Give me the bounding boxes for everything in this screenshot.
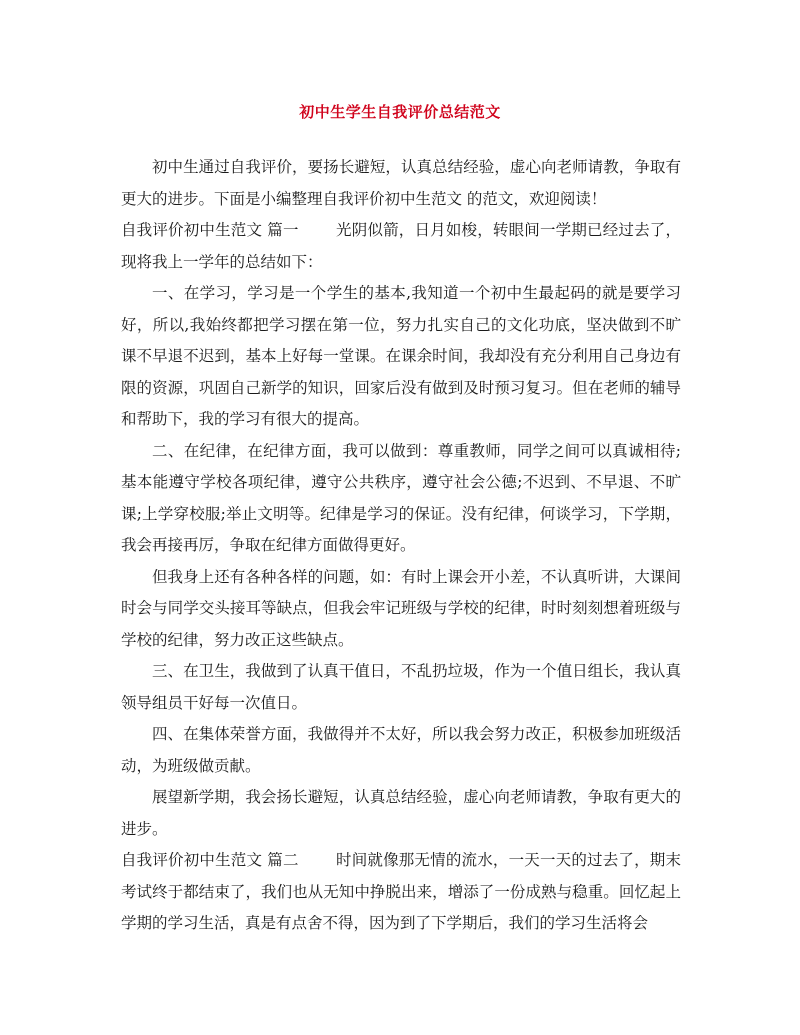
section-two-heading: 自我评价初中生范文 篇二 <box>121 851 299 869</box>
intro-paragraph: 初中生通过自我评价，要扬长避短，认真总结经验，虚心向老师请教，争取有更大的进步。下面是小编整理自我评价初中生范文 的范文，欢迎阅读！ <box>121 158 681 208</box>
problems-paragraph: 但我身上还有各种各样的问题，如：有时上课会开小差，不认真听讲，大课间时会与同学交头接耳等缺点，但我会牢记班级与学校的纪律，时时刻刻想着班级与学校的纪律，努力改正这些缺点。 <box>121 567 681 649</box>
section-one-heading: 自我评价初中生范文 篇一 <box>121 221 299 239</box>
hygiene-paragraph: 三、在卫生，我做到了认真干值日，不乱扔垃圾，作为一个值日组长，我认真领导组员干好每一次值日。 <box>121 662 681 712</box>
document-title: 初中生学生自我评价总结范文 <box>299 103 501 121</box>
discipline-paragraph: 二、在纪律，在纪律方面，我可以做到：尊重教师，同学之间可以真诚相待;基本能遵守学校各项纪律，遵守公共秩序，遵守社会公德;不迟到、不早退、不旷课;上学穿校服;举止文明等。纪律是学习的保证。没有纪律，何谈学习，下学期，我会再接再厉，争取在纪律方面做得更好。 <box>121 441 681 554</box>
section-one-opening: 光阴似箭，日月如梭，转眼间一学期已经过去了，现将我上一学年的总结如下： <box>121 221 681 271</box>
document-body <box>121 152 681 940</box>
section-one-paragraph <box>121 215 681 278</box>
outlook-paragraph: 展望新学期，我会扬长避短，认真总结经验，虚心向老师请教，争取有更大的进步。 <box>121 788 681 838</box>
collective-honor-paragraph: 四、在集体荣誉方面，我做得并不太好，所以我会努力改正，积极参加班级活动，为班级做贡献。 <box>121 725 681 775</box>
study-paragraph: 一、在学习，学习是一个学生的基本,我知道一个初中生最起码的就是要学习好，所以,我始终都把学习摆在第一位，努力扎实自己的文化功底，坚决做到不旷课不早退不迟到，基本上好每一堂课。在课余时间，我却没有充分利用自己身边有限的资源，巩固自己新学的知识，回家后没有做到及时预习复习。但在老师的辅导和帮助下，我的学习有很大的提高。 <box>121 284 681 428</box>
section-two-opening: 时间就像那无情的流水，一天一天的过去了，期末考试终于都结束了，我们也从无知中挣脱出来，增添了一份成熟与稳重。回忆起上学期的学习生活，真是有点舍不得，因为到了下学期后，我们的学习生活将会 <box>121 851 681 932</box>
section-two-paragraph <box>121 845 681 940</box>
